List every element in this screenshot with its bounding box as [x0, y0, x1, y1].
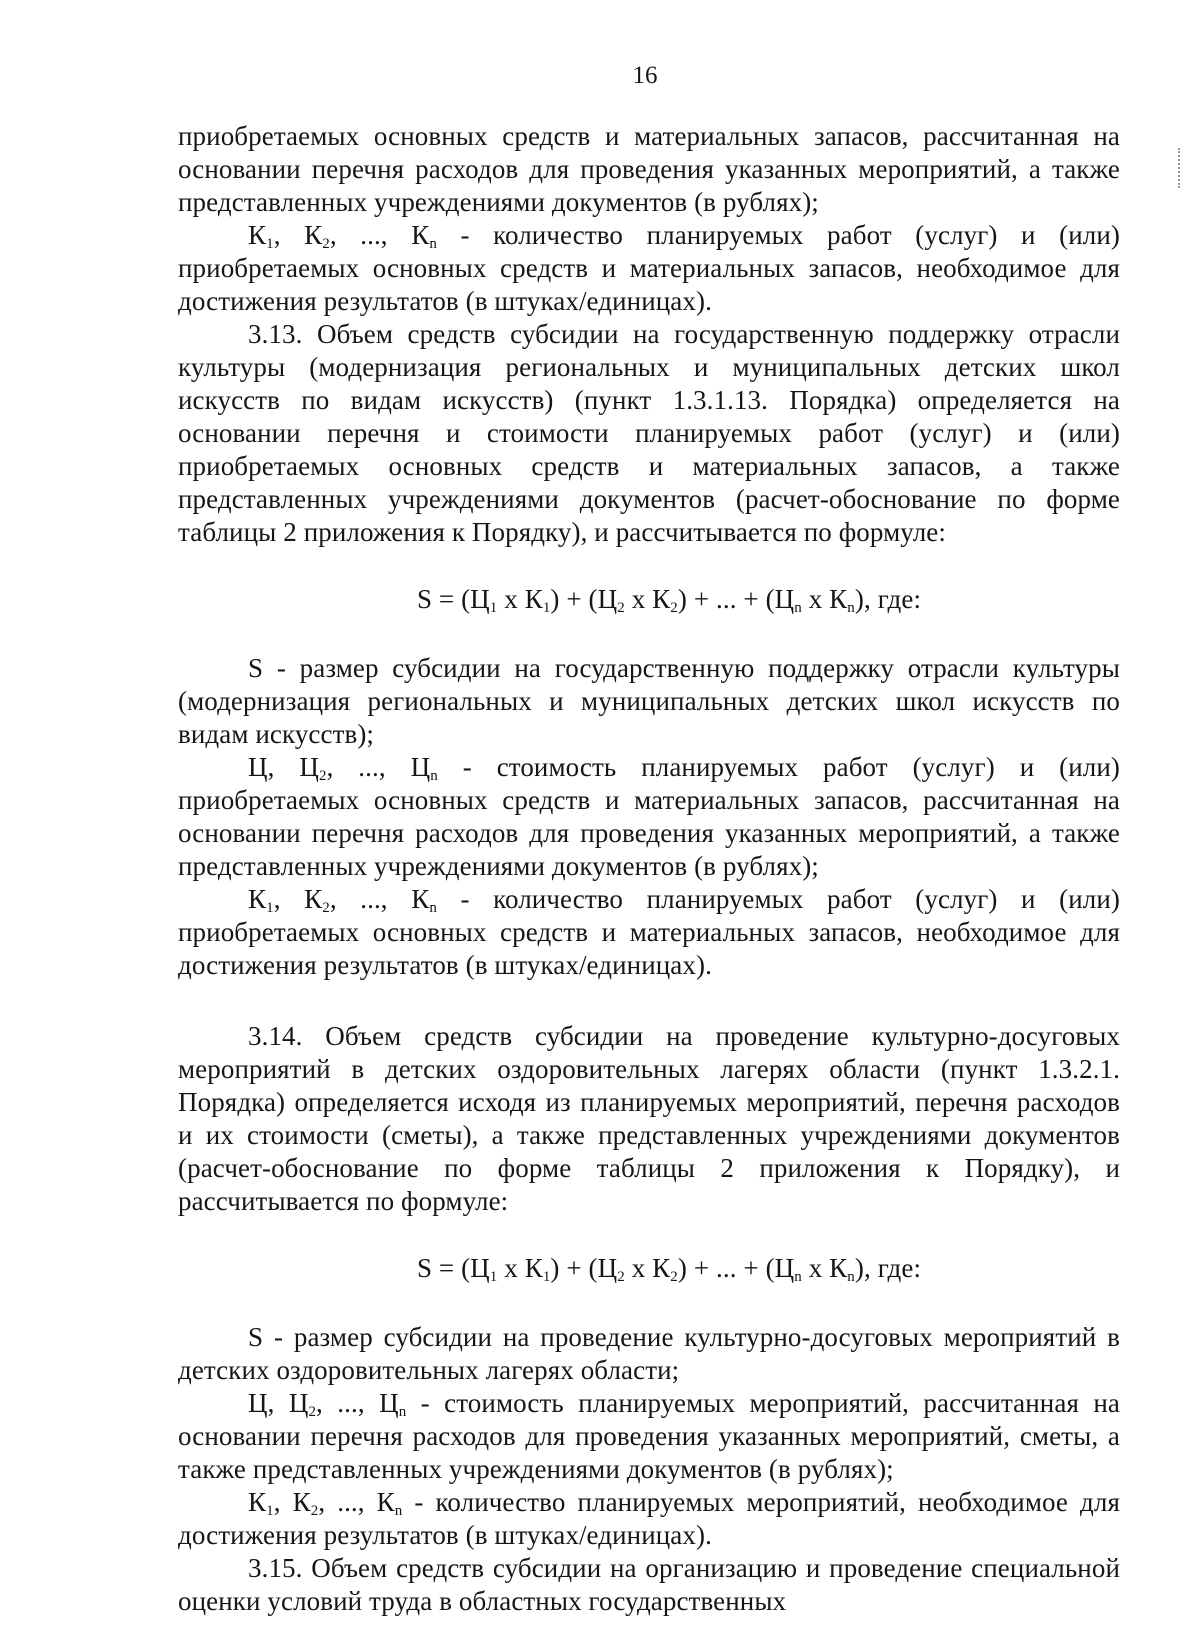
formula-part: x К: [801, 584, 848, 614]
formula-sub: n: [794, 1269, 802, 1285]
formula-sub: n: [847, 600, 855, 616]
formula-2: [178, 1252, 1120, 1285]
definition-text: - стоимость планируемых мероприятий, рассчитанная на основании перечня расходов для проведения указанных мероприятий, сметы, а также представленных учреждениями документов (в рублях);: [178, 1388, 1120, 1484]
formula-sub: 2: [670, 600, 678, 616]
formula-sub: 1: [489, 1269, 498, 1285]
sub-n: n: [398, 1404, 407, 1420]
paragraph-k-definition-2: [178, 883, 1120, 982]
var-kn: , ..., К: [329, 220, 430, 250]
formula-part: x К: [624, 1253, 671, 1283]
formula-part: ), где:: [854, 1253, 922, 1283]
var-k1: К: [248, 884, 267, 914]
formula-sub: n: [794, 600, 802, 616]
formula-part: x К: [497, 584, 543, 614]
paragraph-3-13: 3.13. Объем средств субсидии на государственную поддержку отрасли культуры (модернизация региональных и муниципальных детских школ искусств по видам искусств) (пункт 1.3.1.13. Порядка) определяется на основании перечня и стоимости планируемых работ (услуг) и (или) приобретаемых основных средств и материальных запасов, а также представленных учреждениями документов (расчет-обоснование по форме таблицы 2 приложения к Порядку), и рассчитывается по формуле:: [178, 319, 1120, 547]
document-body: [178, 120, 1120, 1618]
formula-part: ), где:: [854, 584, 922, 614]
formula-part: ) + ... + (Ц: [677, 1253, 795, 1283]
definition-text: - количество планируемых работ (услуг) и (или) приобретаемых основных средств и материальных запасов, необходимое для достижения результатов (в штуках/единицах).: [178, 220, 1121, 316]
formula-sub: 1: [489, 600, 498, 616]
definition-text: - стоимость планируемых работ (услуг) и (или) приобретаемых основных средств и материальных запасов, рассчитанная на основании перечня расходов для проведения указанных мероприятий, а также представленных учреждениями документов (в рублях);: [178, 752, 1120, 881]
var-kn: , ..., К: [329, 884, 430, 914]
formula-sub: 2: [617, 1269, 625, 1285]
sub-2: 2: [322, 900, 330, 916]
sub-n: n: [429, 900, 437, 916]
sub-n: n: [429, 236, 437, 252]
paragraph-k-definition-3: [178, 1486, 1120, 1552]
page-number: 16: [632, 62, 658, 89]
sub-n: n: [394, 1503, 403, 1519]
scan-artifact: [1178, 148, 1182, 188]
paragraph-s-definition-2: S - размер субсидии на проведение культурно-досуговых мероприятий в детских оздоровительных лагерях области;: [178, 1322, 1120, 1385]
formula-part: x К: [497, 1253, 543, 1283]
formula-part: x К: [624, 584, 671, 614]
formula-part: ) + (Ц: [550, 584, 618, 614]
paragraph-c-definition-1: [178, 751, 1120, 883]
var-k2: , К: [273, 1487, 311, 1517]
formula-sub: 1: [542, 1269, 551, 1285]
sub-2: 2: [308, 1404, 317, 1420]
sub-1: 1: [266, 236, 274, 252]
var-cn: , ..., Ц: [326, 752, 431, 782]
formula-part: S = (Ц: [416, 584, 490, 614]
var-c: Ц, Ц: [248, 752, 319, 782]
sub-2: 2: [318, 768, 327, 784]
formula-sub: 2: [670, 1269, 678, 1285]
definition-text: - количество планируемых работ (услуг) и (или) приобретаемых основных средств и материальных запасов, необходимое для достижения результатов (в штуках/единицах).: [178, 884, 1121, 980]
var-k1: К: [248, 1487, 267, 1517]
formula-sub: n: [847, 1269, 855, 1285]
formula-part: ) + ... + (Ц: [677, 584, 795, 614]
var-k2: , К: [273, 220, 323, 250]
paragraph-3-15: 3.15. Объем средств субсидии на организацию и проведение специальной оценки условий труда в областных государственных: [178, 1553, 1120, 1616]
var-cn: , ..., Ц: [316, 1388, 399, 1418]
var-k2: , К: [273, 884, 323, 914]
paragraph-3-14: 3.14. Объем средств субсидии на проведение культурно-досуговых мероприятий в детских оздоровительных лагерях области (пункт 1.3.2.1. Порядка) определяется исходя из планируемых мероприятий, перечня расходов и их стоимости (сметы), а также представленных учреждениями документов (расчет-обоснование по форме таблицы 2 приложения к Порядку), и рассчитывается по формуле:: [178, 1021, 1120, 1216]
paragraph-c-definition-2: [178, 1387, 1120, 1486]
var-k1: К: [248, 220, 267, 250]
formula-sub: 2: [617, 600, 625, 616]
formula-part: x К: [801, 1253, 848, 1283]
definition-text: - количество планируемых мероприятий, необходимое для достижения результатов (в штуках/единицах).: [178, 1487, 1120, 1550]
formula-part: ) + (Ц: [550, 1253, 618, 1283]
sub-2: 2: [310, 1503, 319, 1519]
sub-1: 1: [266, 900, 274, 916]
paragraph-continuation: приобретаемых основных средств и материальных запасов, рассчитанная на основании перечня расходов для проведения указанных мероприятий, а также представленных учреждениями документов (в рублях);: [178, 121, 1120, 217]
sub-2: 2: [322, 236, 330, 252]
formula-sub: 1: [542, 600, 551, 616]
var-c: Ц, Ц: [248, 1388, 309, 1418]
sub-n: n: [430, 768, 438, 784]
formula-part: S = (Ц: [416, 1253, 490, 1283]
var-kn: , ..., К: [318, 1487, 395, 1517]
sub-1: 1: [266, 1503, 274, 1519]
formula-1: [178, 583, 1120, 616]
paragraph-s-definition-1: S - размер субсидии на государственную поддержку отрасли культуры (модернизация региональных и муниципальных детских школ искусств по видам искусств);: [178, 653, 1120, 749]
paragraph-k-definition-1: [178, 219, 1120, 318]
